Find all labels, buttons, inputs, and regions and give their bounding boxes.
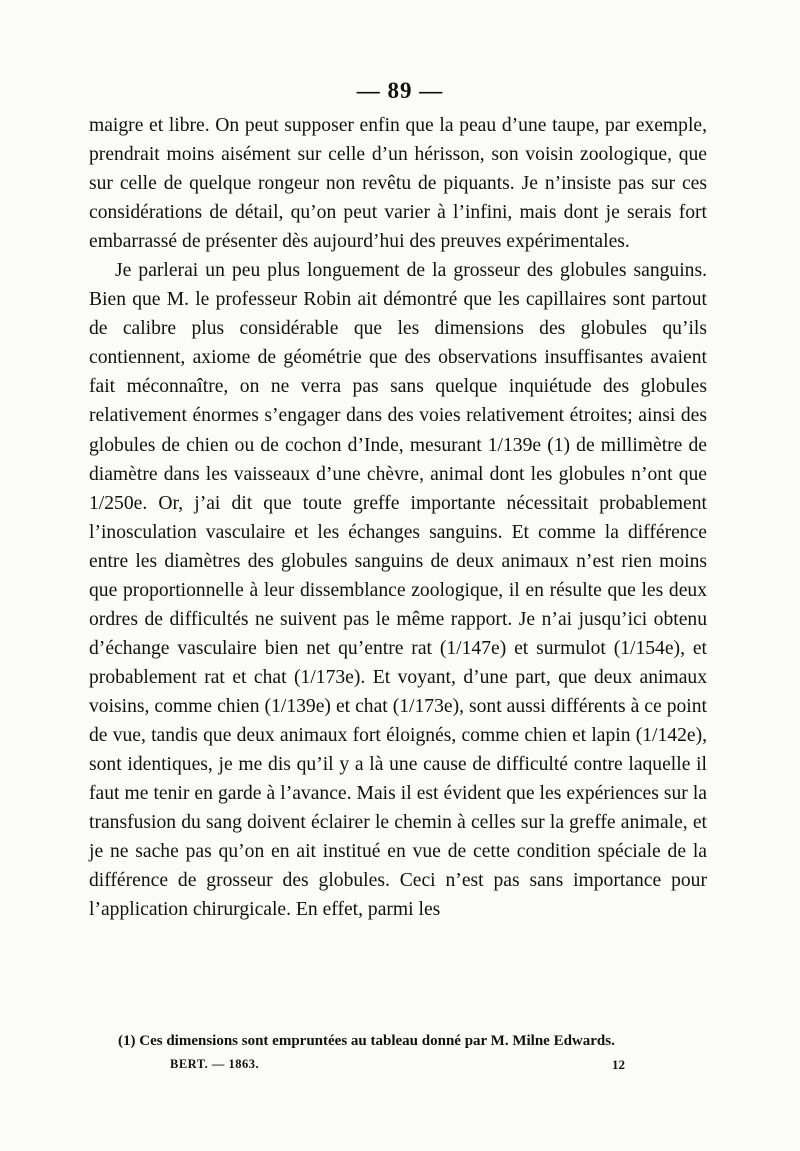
paragraph-2: Je parlerai un peu plus longuement de la grosseur des globules sanguins. Bien que M. le professeur Robin ait démontré que les capillaires sont partout de calibre plus considérable que les dimensions des globules qu’ils contiennent, axiome de géométrie que des observations insuffisantes avaient fait méconnaître, on ne verra pas sans quelque inquiétude des globules relativement énormes s’engager dans des voies relativement étroites; ainsi des globules de chien ou de cochon d’Inde, mesurant 1/139e (1) de millimètre de diamètre dans les vaisseaux d’une chèvre, animal dont les globules n’ont que 1/250e. Or, j’ai dit que toute greffe importante nécessitait probablement l’inosculation vasculaire et les échanges sanguins. Et comme la différence entre les diamètres des globules sanguins de deux animaux n’est rien moins que proportionnelle à leur dissemblance zoologique, il en résulte que les deux ordres de difficultés ne suivent pas le même rapport. Je n’ai jusqu’ici obtenu d’échange vasculaire bien net qu’entre rat (1/147e) et surmulot (1/154e), et probablement rat et chat (1/173e). Et voyant, d’une part, que deux animaux voisins, comme chien (1/139e) et chat (1/173e), sont aussi différents à ce point de vue, tandis que deux animaux fort éloignés, comme chien et lapin (1/142e), sont identiques, je me dis qu’il y a là une cause de difficulté contre laquelle il faut me tenir en garde à l’avance. Mais il est évident que les expériences sur la transfusion du sang doivent éclairer le chemin à celles sur la greffe animale, et je ne sache pas qu’on en ait institué en vue de cette condition spéciale de la différence de grosseur des globules. Ceci n’est pas sans importance pour l’application chirurgicale. En effet, parmi les xyxy=(89,260,707,921)
paragraph-1: maigre et libre. On peut supposer enfin que la peau d’une taupe, par exemple, prendrait moins aisément sur celle d’un hérisson, son voisin zoologique, que sur celle de quelque rongeur non revêtu de piquants. Je n’insiste pas sur ces considérations de détail, qu’on peut varier à l’infini, mais dont je serais fort embarrassé de présenter dès aujourd’hui des preuves expérimentales. xyxy=(89,115,707,253)
footnote: (1) Ces dimensions sont empruntées au tableau donné par M. Milne Edwards. xyxy=(118,1033,615,1049)
body-text xyxy=(89,111,707,924)
sheet-number: 12 xyxy=(612,1057,625,1072)
printer-signature: BERT. — 1863. xyxy=(170,1057,260,1071)
page-number: — 89 — xyxy=(356,78,444,103)
